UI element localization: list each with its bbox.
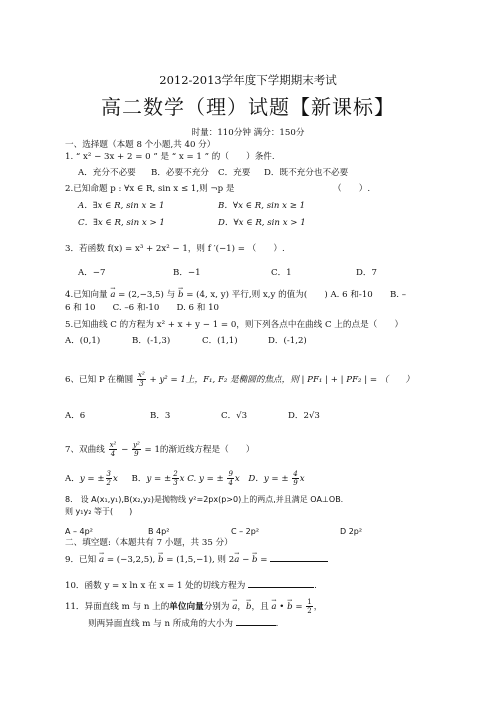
q7-options-line [65,470,305,487]
q7-fraction-x [109,441,118,458]
q6-stem [65,371,414,388]
q2-option-d: D．∀x ∈ R, sin x > 1 [218,218,306,228]
q4-text-a: 4.已知向量 [65,290,108,300]
q2-option-b: B．∀x ∈ R, sin x ≥ 1 [218,201,306,211]
exam-year-title: 2012-2013学年度下学期期末考试 [159,73,337,87]
q8-stem: 8． 设 A(x₁,y₁),B(x₂,y₂)是抛物线 y²=2px(p>0)上的两点,并且满足 OA⊥OB. [65,495,344,504]
q3-option-d: D．7 [356,268,377,278]
q6-option-b: B．3 [150,411,171,421]
q6-frac-num: x² [138,371,145,379]
q4-text-c: = (4, x, y) 平行,则 x,y 的值为( ) A. 6 和-10 B. – [186,290,407,300]
q2-option-a: A．∃x ∈ R, sin x ≥ 1 [78,201,165,211]
q7-pre: 7、双曲线 [65,445,105,455]
q8-stem-2: 则 y₁y₂ 等于( ) [65,507,133,516]
q6-post: + y² = 1上，F₁, F₂ 是椭圆的焦点，则 | PF₁ | + | PF₂ | = （ ） [149,375,415,385]
q4-stem [65,290,406,301]
q11-stem: 11．异面直线 m 与 n 上的单位向量分别为 → a，→ b，且 → a • → b = $\frac{1}{2}$ ， [65,598,322,615]
q2-option-c: C．∃x ∈ R, sin x > 1 [78,218,165,228]
q11-bold-term: 单位向量 [169,602,204,612]
q1-option-b: B．必要不充分 [151,168,209,178]
q6-frac-den: 3 [139,380,144,388]
q4-options-line: 6 和 10 C. –6 和-10 D. 6 和 10 [65,303,220,313]
q8-option-d: D 2p² [340,527,363,536]
q3-stem: 3．若函数 f(x) = x³ + 2x² − 1，则 f ′(−1) = （ ）. [65,244,285,254]
q2-paren: （ ）. [333,184,371,194]
q6-option-c: C．√3 [221,411,248,421]
q3-option-c: C．1 [271,268,292,278]
q9-stem: 9．已知 → a = (−3,2,5), → b = (1,5,−1), 则 2→ a − → b = [65,552,328,566]
q2-stem: 2.已知命题 p : ∀x ∈ R, sin x ≤ 1,则 ¬p 是 [65,184,235,194]
q6-fraction [137,371,146,388]
q7-opt-a: A．y = ± $\frac{3}{2}$ x [65,470,118,487]
q7-f1-den: 4 [110,450,116,458]
exam-meta: 时量：110分钟 满分：150分 [191,128,305,138]
q7-fraction-y [132,441,141,458]
section1-title: 一、选择题（本题 8 个小题,共 40 分） [65,140,216,150]
q7-f1-num: x² [109,441,117,449]
q4-text-b: = (2,−3,5) 与 [118,290,176,300]
q1-stem: 1. “ x² − 3x + 2 = 0 ” 是 “ x = 1 ” 的（ ）条件. [65,152,275,162]
q7-minus: − [121,445,129,455]
q7-opt-d: $\frac{4}{9}$ x [293,470,305,487]
q7-f2-den: 9 [134,450,139,458]
q3-option-a: A．−7 [78,268,106,278]
q9-answer-blank [270,552,328,562]
q6-option-a: A．6 [65,411,86,421]
q7-stem [65,441,254,458]
q6-pre: 6、已知 P 在椭圆 [65,375,134,385]
q6-option-d: D．2√3 [288,411,320,421]
q11-vector-a: → a [232,602,237,613]
q5-stem: 5.已知曲线 C 的方程为 x² + x + y − 1 = 0，则下列各点中在曲线 C 上的点是（ ） [65,320,404,330]
q4-vector-b: → b [178,290,184,301]
q7-opt-b: B．y = ± $\frac{2}{3}$ x C. y = ± [131,470,224,487]
q9-vector-b: → b [158,555,164,566]
q9-vector-a: → a [99,555,104,566]
q11-vector-b: → b [246,602,252,613]
q1-option-c: C．充要 [218,168,251,178]
q5-option-d: D．(-1,2) [268,336,307,346]
q4-vector-a: → a [110,290,115,301]
q1-option-a: A．充分不必要 [78,168,136,178]
exam-main-title: 高二数学（理）试题【新课标】 [101,95,395,119]
section2-title: 二、填空题:（本题共有 7 小题，共 35 分） [65,538,233,548]
q10-answer-blank [248,578,314,588]
q5-option-a: A．(0,1) [65,336,101,346]
q8-option-b: B 4p² [148,527,170,536]
q11-stem-2: 则两异面直线 m 与 n 所成角的大小为 . [88,616,278,630]
q5-option-b: B．(-1,3) [132,336,171,346]
q7-opt-c: $\frac{9}{4}$ x D．y = ± [228,470,289,487]
q7-f2-num: y² [133,441,140,449]
q8-option-a: A – 4p² [65,527,93,536]
q5-option-c: C．(1,1) [202,336,238,346]
q1-option-d: D．既不充分也不必要 [264,168,349,178]
q10-stem: 10．函数 y = x ln x 在 x = 1 处的切线方程为 . [65,578,317,592]
q3-option-b: B．−1 [173,268,201,278]
q8-option-c: C – 2p² [231,527,260,536]
q11-answer-blank [236,616,276,626]
q7-post: = 1的渐近线方程是（ ） [144,445,255,455]
